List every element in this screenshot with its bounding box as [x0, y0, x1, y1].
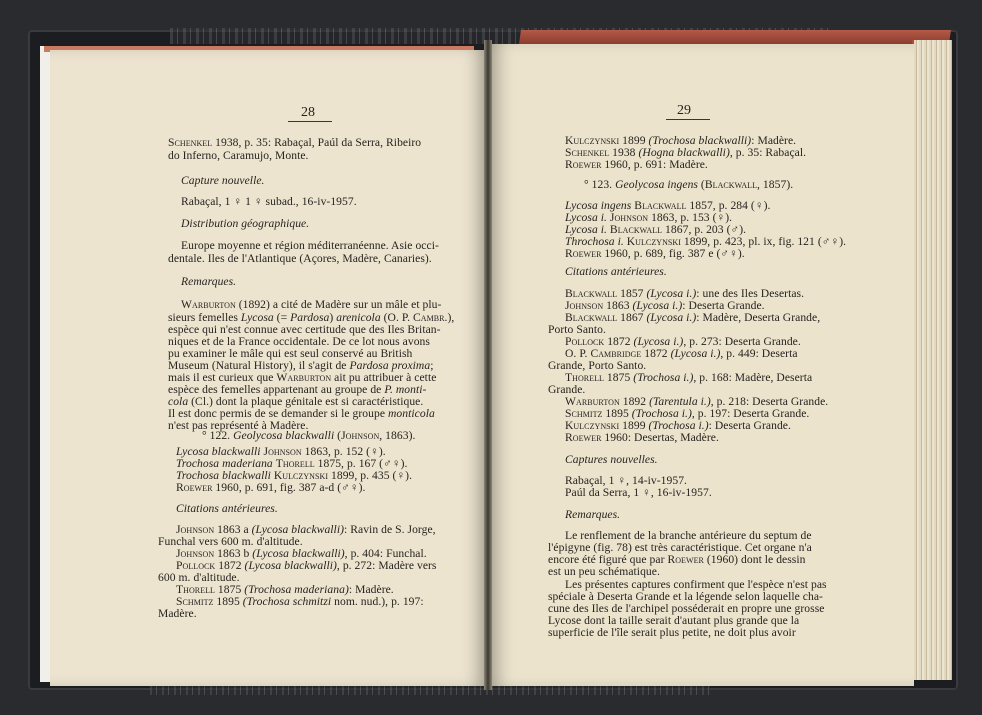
text-segment: superficie de l'île serait plus petite, ne doit plus avoir [548, 626, 796, 639]
text-line [158, 608, 197, 620]
text-segment: 1899, p. 423, pl. ix, fig. 121 (♂♀). [680, 235, 847, 248]
text-segment: Remarques. [181, 275, 237, 288]
text-segment: Rabaçal, 1 ♀ 1 ♀ subad., 16-iv-1957. [181, 195, 357, 208]
text-segment: ) [329, 311, 337, 324]
text-segment: 1875 [214, 583, 245, 596]
text-segment: Remarques. [565, 508, 621, 521]
text-segment: 1875 [603, 371, 634, 384]
text-segment: Kulczynski [273, 469, 329, 482]
text-segment: 1895 [213, 595, 243, 608]
text-segment: 1863 [603, 299, 633, 312]
left-page-number-rule [288, 121, 332, 122]
text-segment: Trochosa maderiana [176, 457, 273, 470]
text-segment: 1872 [215, 559, 245, 572]
left-page [50, 50, 486, 686]
text-segment: cola [168, 395, 189, 408]
text-segment: Warburton [181, 298, 236, 311]
text-segment: : Ravin de S. Jorge, [344, 523, 436, 536]
text-segment: Lycosa i. [565, 211, 607, 224]
text-segment: Le renflement de la branche antérieure du septum de [565, 529, 812, 542]
text-segment: encore été figuré que par [548, 553, 668, 566]
text-segment: 1863, p. 152 (♀). [301, 445, 386, 458]
text-segment: : Madère, Deserta Grande, [696, 311, 821, 324]
text-segment: 1899, p. 435 (♀). [328, 469, 413, 482]
text-segment: Kulczynski [626, 235, 681, 248]
text-segment: est un peu schématique. [548, 565, 660, 578]
text-line [181, 196, 357, 208]
text-segment: : Deserta Grande. [708, 419, 791, 432]
text-segment: (1892) a cité de Madère sur un mâle et plu- [235, 298, 442, 311]
text-segment: , 1857). [757, 178, 794, 191]
text-segment: dentale. Iles de l'Atlantique (Açores, Madère, Canaries). [168, 252, 432, 265]
text-segment: Throchosa i. [565, 235, 624, 248]
text-segment: , p. 197: Deserta Grande. [691, 407, 810, 420]
text-segment: Il est donc permis de se demander si le groupe [168, 407, 388, 420]
text-segment: , p. 272: Madère vers [336, 559, 437, 572]
text-line [176, 503, 278, 515]
text-segment: Johnson [609, 211, 649, 224]
text-segment: Pollock [176, 559, 216, 572]
text-segment: Cambridge [590, 347, 642, 360]
text-segment: Thorell [176, 583, 215, 596]
text-segment: Kulczynski [565, 134, 620, 147]
text-line [565, 432, 719, 444]
text-segment: , p. 218: Deserta Grande. [710, 395, 829, 408]
text-segment: Kulczynski [565, 419, 620, 432]
text-segment: 1867 [617, 311, 647, 324]
text-segment: pu examiner le mâle qui est seul conservé au British [168, 347, 413, 360]
text-segment: 1863 a [214, 523, 252, 536]
text-segment: Johnson [565, 299, 604, 312]
text-line [565, 509, 620, 521]
text-segment: Roewer [565, 247, 602, 260]
text-segment: arenicola [336, 311, 381, 324]
text-segment: (Lycosa i.) [633, 335, 684, 348]
text-line [181, 240, 439, 252]
text-segment: l'épigyne (fig. 78) est très caractéristique. Cet organe n'a [548, 541, 812, 554]
text-segment: Grande, Porto Santo. [548, 359, 647, 372]
text-line [168, 253, 432, 265]
text-segment: 1960, p. 691, fig. 387 a-d (♂♀). [212, 481, 366, 494]
text-segment: espèce qui n'est connue avec certitude que des Iles Britan- [168, 323, 441, 336]
text-segment: 1857, p. 284 (♀). [686, 199, 771, 212]
text-line [548, 627, 796, 639]
text-segment: (Trochosa i.) [631, 407, 692, 420]
text-segment: 1867, p. 203 (♂). [662, 223, 747, 236]
text-segment: nom. nud.), p. 197: [331, 595, 424, 608]
text-segment: Pardosa proxima [349, 359, 431, 372]
text-segment: 1895 [602, 407, 632, 420]
text-segment: Blackwall [565, 287, 618, 300]
text-segment: , p. 168: Madère, Deserta [693, 371, 813, 384]
text-segment: Cambr. [412, 311, 448, 324]
text-segment: Johnson [263, 445, 302, 458]
text-segment: ° 122. [202, 429, 234, 442]
text-segment: P. monti- [384, 383, 427, 396]
text-segment: (Trochosa i.) [648, 419, 709, 432]
text-segment: Lycosa i. [565, 223, 607, 236]
text-segment: Roewer [565, 431, 602, 444]
text-segment: Thorell [275, 457, 315, 470]
text-segment: (Lycosa i.) [646, 287, 697, 300]
text-segment: monticola [388, 407, 435, 420]
text-segment: Schmitz [176, 595, 214, 608]
text-segment: Lycosa ingens [565, 199, 632, 212]
text-segment: Europe moyenne et région méditerranéenne. Asie occi- [181, 239, 439, 252]
text-segment: Grande. [548, 383, 586, 396]
text-segment: ait pu attribuer à cette [331, 371, 437, 384]
text-segment: 1863 b [214, 547, 253, 560]
text-line [565, 266, 667, 278]
text-segment: Blackwall [634, 199, 687, 212]
text-segment: Rabaçal, 1 ♀, 14-iv-1957. [565, 474, 687, 487]
text-segment: (Tarentula i.) [649, 395, 711, 408]
text-segment: Johnson [341, 429, 380, 442]
text-segment: Capture nouvelle. [181, 174, 265, 187]
text-segment: O. P. [565, 347, 591, 360]
text-segment: : Deserta Grande. [682, 299, 765, 312]
text-segment: sieurs femelles [168, 311, 241, 324]
text-segment: Lycosa blackwalli [176, 445, 261, 458]
text-segment: (Lycosa i.) [632, 299, 683, 312]
text-segment: ), [447, 311, 455, 324]
text-segment: : une des Iles Desertas. [696, 287, 805, 300]
text-segment: Captures nouvelles. [565, 453, 658, 466]
text-segment: Pollock [565, 335, 605, 348]
text-segment: Blackwall [565, 311, 618, 324]
text-line [565, 159, 708, 171]
text-segment: Warburton [276, 371, 332, 384]
text-segment: Schenkel [168, 136, 213, 149]
text-line [584, 179, 793, 191]
text-segment: Citations antérieures. [565, 265, 667, 278]
text-segment: n'est pas représenté à Madère. [168, 419, 309, 432]
text-segment: (1960) dont le dessin [703, 553, 806, 566]
text-segment: do Inferno, Caramujo, Monte. [168, 149, 309, 162]
text-segment: Paúl da Serra, 1 ♀, 16-iv-1957. [565, 486, 712, 499]
right-page-number: 29 [677, 103, 691, 118]
text-segment: spéciale à Deserta Grande et la légende selon laquelle cha- [548, 590, 823, 603]
text-segment: (Hogna blackwalli) [638, 146, 730, 159]
text-segment: , 1863). [379, 429, 416, 442]
text-segment: Trochosa blackwalli [176, 469, 271, 482]
right-page-top-edge [519, 30, 951, 44]
text-segment: mais il est curieux que [168, 371, 277, 384]
text-segment: Johnson [176, 523, 215, 536]
text-segment: Porto Santo. [548, 323, 606, 336]
text-segment: (= [273, 311, 291, 324]
text-segment: 1960, p. 691: Madère. [601, 158, 708, 171]
text-segment: Funchal vers 600 m. d'altitude. [158, 535, 303, 548]
text-segment: (Lycosa i.) [646, 311, 697, 324]
text-segment: niques et de la France occidentale. De ce lot nous avons [168, 335, 430, 348]
text-segment: : Madère. [751, 134, 797, 147]
text-line [202, 430, 415, 442]
text-segment: 1872 [604, 335, 634, 348]
right-page-number-rule [666, 119, 710, 120]
text-segment: Blackwall [609, 223, 663, 236]
text-segment: espèce des femelles appartenant au groupe de [168, 383, 385, 396]
text-segment: : Madère. [348, 583, 394, 596]
text-segment: ° 123. [584, 178, 616, 191]
left-page-number: 28 [301, 105, 315, 120]
book-gutter [484, 40, 492, 690]
text-segment: , p. 404: Funchal. [344, 547, 427, 560]
text-segment: (Lycosa i.) [670, 347, 721, 360]
text-segment: Roewer [667, 553, 704, 566]
text-segment: ; [430, 359, 434, 372]
text-segment: Warburton [565, 395, 620, 408]
text-segment: 1960: Desertas, Madère. [601, 431, 719, 444]
text-line [565, 248, 745, 260]
text-line [168, 137, 421, 149]
right-page [488, 44, 914, 686]
text-segment: 600 m. d'altitude. [158, 571, 240, 584]
text-segment: Lycose dont la taille serait d'autant plus grande que la [548, 614, 800, 627]
text-line [565, 372, 812, 384]
text-segment: (Lycosa blackwalli) [251, 523, 345, 536]
text-line [181, 175, 265, 187]
text-segment: Roewer [565, 158, 602, 171]
text-segment: Madère. [158, 607, 197, 620]
text-line [565, 487, 712, 499]
text-line [176, 482, 365, 494]
text-segment: (Trochosa schmitzi [242, 595, 332, 608]
text-segment: (O. P. [380, 311, 413, 324]
text-segment: (Lycosa blackwalli) [244, 559, 337, 572]
text-segment: 1863, p. 153 (♀). [648, 211, 733, 224]
text-segment: 1899 [619, 419, 649, 432]
text-segment: (Lycosa blackwalli) [252, 547, 345, 560]
text-segment: 1872 [641, 347, 671, 360]
text-segment: Citations antérieures. [176, 502, 278, 515]
text-segment: 1960, p. 689, fig. 387 e (♂♀). [601, 247, 745, 260]
text-segment: Roewer [176, 481, 213, 494]
text-segment: Museum (Natural History), il s'agit de [168, 359, 350, 372]
text-segment: ( [334, 429, 342, 442]
text-line [181, 299, 441, 311]
text-segment: , p. 35: Rabaçal. [729, 146, 807, 159]
text-segment: 1938, p. 35: Rabaçal, Paúl da Serra, Ribeiro [212, 136, 422, 149]
text-line [181, 276, 236, 288]
text-segment: 1892 [619, 395, 650, 408]
text-segment: , p. 273: Deserta Grande. [683, 335, 801, 348]
text-segment: Johnson [176, 547, 215, 560]
text-segment: Distribution géographique. [181, 217, 310, 230]
text-segment: Schenkel [565, 146, 610, 159]
text-segment: Thorell [565, 371, 604, 384]
text-segment: (Trochosa blackwalli) [648, 134, 752, 147]
text-segment: Schmitz [565, 407, 603, 420]
text-segment: 1857 [617, 287, 647, 300]
text-segment: Geolycosa ingens [615, 178, 698, 191]
text-segment: cune des Iles de l'archipel posséderait en propre une grosse [548, 602, 825, 615]
text-segment: (Trochosa i.) [633, 371, 694, 384]
text-segment: 1938 [609, 146, 639, 159]
text-segment: 1875, p. 167 (♂♀). [314, 457, 408, 470]
text-line [181, 218, 309, 230]
text-segment: , p. 449: Deserta [720, 347, 798, 360]
text-segment: (Trochosa maderiana) [244, 583, 349, 596]
text-segment: (Cl.) dont la plaque génitale est si caractéristique. [188, 395, 424, 408]
text-line [548, 566, 660, 578]
right-page-stack-edge [912, 40, 952, 680]
text-line [168, 150, 309, 162]
text-segment: Lycosa [240, 311, 274, 324]
text-segment: Pardosa [290, 311, 330, 324]
text-segment: Geolycosa blackwalli [233, 429, 335, 442]
text-segment: Les présentes captures confirment que l'espèce n'est pas [565, 578, 827, 591]
text-line [176, 596, 424, 608]
text-segment: 1899 [619, 134, 649, 147]
text-segment: Blackwall [704, 178, 758, 191]
text-line [565, 454, 658, 466]
text-segment: ( [697, 178, 705, 191]
